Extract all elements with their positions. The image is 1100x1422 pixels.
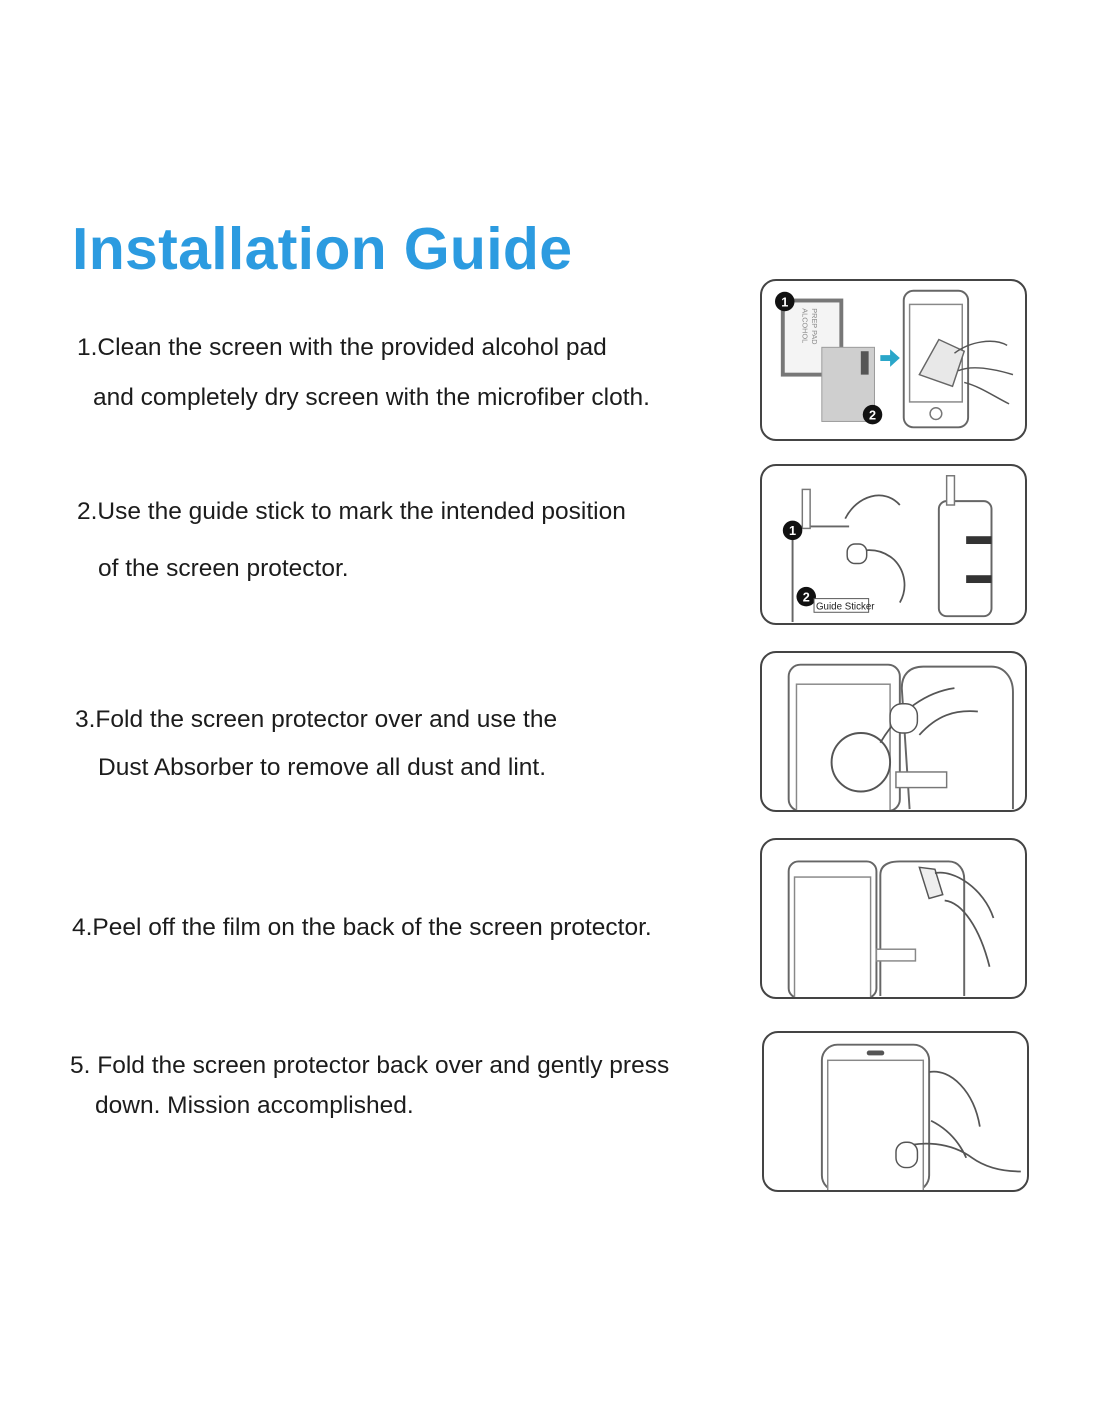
marker-sticker-top	[966, 536, 991, 544]
badge-1-label: 1	[789, 524, 797, 539]
protector-tab	[896, 772, 947, 788]
guide-stick-drawing	[762, 466, 1025, 623]
guide-stick	[802, 489, 810, 528]
step-1-line-1: 1.Clean the screen with the provided alcohol pad	[77, 334, 607, 361]
protector-outline	[880, 861, 964, 996]
phone-speaker	[867, 1051, 885, 1056]
phone-left-screen	[795, 877, 871, 997]
step-4-line-1: 4.Peel off the film on the back of the screen protector.	[72, 914, 652, 941]
step-4-illustration	[760, 838, 1027, 999]
pad-text-2: PREP PAD	[810, 308, 820, 345]
phone-screen	[828, 1060, 924, 1190]
step-5-line-2: down. Mission accomplished.	[95, 1092, 414, 1119]
step-1-line-2: and completely dry screen with the microfiber cloth.	[93, 384, 650, 411]
pad-text-1: ALCOHOL	[800, 308, 810, 344]
badge-1-label: 1	[781, 295, 789, 310]
badge-2-label: 2	[869, 408, 877, 423]
thumb-icon	[890, 704, 917, 733]
step-3-line-2: Dust Absorber to remove all dust and lint.	[98, 754, 547, 781]
step-1-illustration	[760, 279, 1027, 441]
step-3-illustration	[760, 651, 1027, 812]
protector-tab	[876, 949, 915, 961]
step-5-line-1: 5. Fold the screen protector back over and gently press	[70, 1052, 670, 1079]
step-2-illustration	[760, 464, 1027, 625]
cloth-tag	[861, 351, 869, 374]
badge-2-label: 2	[802, 590, 810, 605]
peel-film-drawing	[762, 840, 1025, 997]
page-title: Installation Guide	[72, 216, 573, 282]
phone-right-outline	[939, 501, 992, 616]
arrow-right-icon	[880, 349, 900, 367]
press-down-drawing	[764, 1033, 1027, 1190]
marker-sticker-bottom	[966, 575, 991, 583]
dust-absorber-drawing	[762, 653, 1025, 810]
clean-screen-drawing	[762, 281, 1025, 439]
thumb-nail	[847, 544, 867, 564]
thumb-icon	[896, 1142, 917, 1167]
step-3-line-1: 3.Fold the screen protector over and use the	[75, 706, 558, 733]
guide-stick-right	[947, 476, 955, 505]
step-5-illustration	[762, 1031, 1029, 1192]
step-2-line-2: of the screen protector.	[98, 555, 349, 582]
step-2-line-1: 2.Use the guide stick to mark the intended position	[77, 498, 626, 525]
guide-sticker-label: Guide Sticker	[815, 601, 875, 613]
